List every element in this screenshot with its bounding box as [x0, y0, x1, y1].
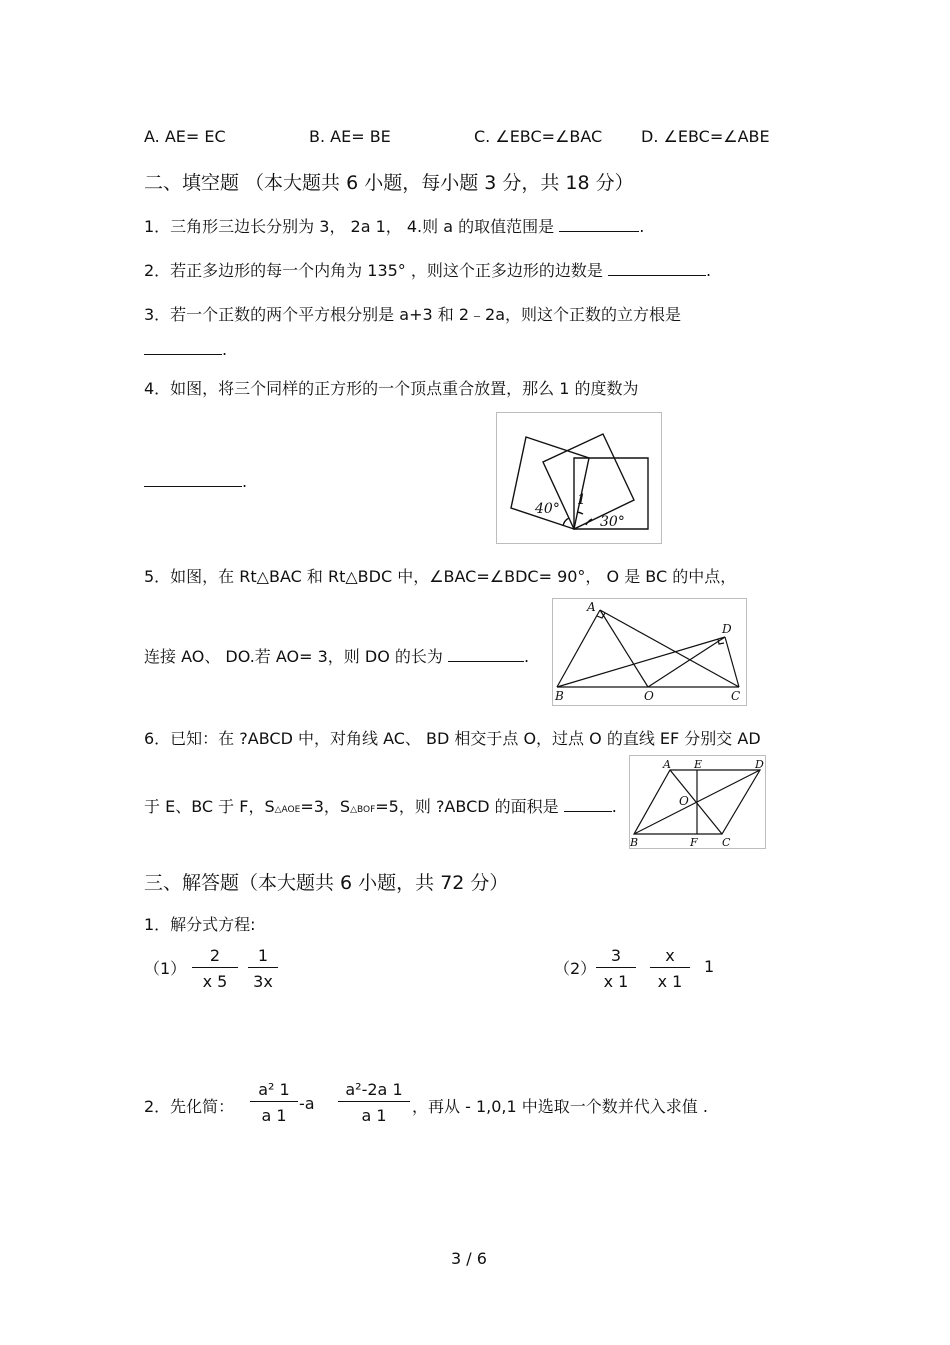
denominator: x 5 [202, 972, 228, 991]
angle-30-label: 30° [600, 514, 625, 530]
label-e: E [694, 758, 703, 771]
solve-q1-title: 1．解分式方程: [144, 915, 256, 934]
segment-dc [725, 637, 739, 687]
fraction-p2-2 [650, 946, 690, 991]
label-b: B [555, 689, 564, 703]
figure-right-triangles [552, 598, 747, 706]
fill-q5-line2: 连接 AO、 DO.若 AO= 3，则 DO 的长为 . [144, 647, 530, 666]
fill-q1-text: 1．三角形三边长分别为 3， 2a 1， 4.则 a 的取值范围是 [144, 217, 555, 236]
fraction-p1-2 [248, 946, 278, 991]
three-squares-svg [497, 413, 661, 543]
segment-ac [600, 610, 739, 687]
segment-ab [557, 610, 600, 687]
answer-blank [559, 217, 639, 232]
fill-q6-text-c: =5，则 ?ABCD 的面积是 [375, 797, 559, 816]
fill-q6-text-b: =3，S [300, 797, 351, 816]
page-number: 3 / 6 [451, 1249, 487, 1268]
fill-q1: 1．三角形三边长分别为 3， 2a 1， 4.则 a 的取值范围是 . [144, 217, 645, 236]
section2-heading: 二、填空题 （本大题共 6 小题，每小题 3 分，共 18 分） [144, 172, 634, 194]
denominator: a 1 [361, 1106, 387, 1125]
numerator: x [650, 946, 690, 968]
label-a: A [587, 600, 596, 614]
answer-blank [608, 261, 706, 276]
q2-tail: ，再从 - 1,0,1 中选取一个数并代入求值 . [412, 1097, 708, 1116]
label-f: F [690, 836, 698, 848]
numerator: 2 [192, 946, 238, 968]
subscript-bof: △BOF [350, 805, 376, 815]
denominator: x 1 [657, 972, 683, 991]
fraction-q2-1 [250, 1080, 298, 1125]
part2-label: （2） [554, 959, 597, 978]
fill-q6-line2: 于 E、BC 于 F，S△AOE=3，S△BOF=5，则 ?ABCD 的面积是 . [144, 797, 617, 816]
numerator: a² 1 [250, 1080, 298, 1102]
answer-blank [448, 647, 524, 662]
section3-heading: 三、解答题（本大题共 6 小题，共 72 分） [144, 872, 509, 894]
parallelogram-svg [630, 756, 765, 848]
segment-ao [600, 610, 648, 687]
numerator: a²-2a 1 [338, 1080, 410, 1102]
label-d: D [755, 758, 764, 771]
segment-bd [557, 637, 725, 687]
label-c: C [731, 689, 741, 703]
fill-q2-text: 2．若正多边形的每一个内角为 135° ，则这个正多边形的边数是 [144, 261, 603, 280]
fraction-p2-1 [596, 946, 636, 991]
label-d: D [722, 622, 732, 636]
fill-q4: 4．如图，将三个同样的正方形的一个顶点重合放置，那么 1 的度数为 [144, 379, 639, 398]
right-triangles-svg [553, 599, 746, 705]
label-c: C [722, 836, 731, 848]
fill-q3-line1: 3．若一个正数的两个平方根分别是 a+3 和 2﹣2a，则这个正数的立方根是 [144, 305, 681, 324]
angle-arc-40 [563, 518, 569, 526]
subscript-aoe: △AOE [274, 805, 301, 815]
segment-do [648, 637, 725, 687]
fill-q5-line1: 5．如图，在 Rt△BAC 和 Rt△BDC 中，∠BAC=∠BDC= 90°， O 是 BC 的中点， [144, 567, 737, 586]
label-o: O [644, 689, 654, 703]
answer-blank [144, 340, 222, 355]
part2-tail: 1 [704, 957, 715, 976]
solve-q2-label: 2．先化简： [144, 1097, 235, 1116]
q2-middle-term: -a [299, 1094, 315, 1113]
denominator: x 1 [603, 972, 629, 991]
fill-q4-line2: . [144, 472, 247, 491]
fill-q3-line2: . [144, 340, 227, 359]
figure-parallelogram [629, 755, 766, 849]
denominator: a 1 [261, 1106, 287, 1125]
label-a: A [663, 758, 671, 771]
numerator: 3 [596, 946, 636, 968]
label-b: B [630, 836, 639, 848]
denominator: 3x [253, 972, 273, 991]
fill-q6-line1: 6．已知：在 ?ABCD 中，对角线 AC、 BD 相交于点 O，过点 O 的直线 EF 分别交 AD [144, 729, 761, 748]
choice-d: D. ∠EBC=∠ABE [641, 127, 770, 146]
answer-blank [144, 472, 242, 487]
figure-three-squares [496, 412, 662, 544]
numerator: 1 [248, 946, 278, 968]
part1-label: （1） [144, 959, 187, 978]
fill-q2: 2．若正多边形的每一个内角为 135° ，则这个正多边形的边数是 . [144, 261, 712, 280]
fraction-p1-1 [192, 946, 238, 991]
angle-40-label: 40° [535, 501, 560, 517]
fill-q6-text-a: 于 E、BC 于 F，S [144, 797, 275, 816]
answer-blank [564, 797, 612, 812]
choice-a: A. AE= EC [144, 127, 226, 146]
fill-q5-text: 连接 AO、 DO.若 AO= 3，则 DO 的长为 [144, 647, 443, 666]
label-o: O [679, 794, 689, 808]
choice-c: C. ∠EBC=∠BAC [474, 127, 603, 146]
fraction-q2-2 [338, 1080, 410, 1125]
choice-b: B. AE= BE [309, 127, 391, 146]
angle-1-label: 1 [577, 492, 586, 508]
